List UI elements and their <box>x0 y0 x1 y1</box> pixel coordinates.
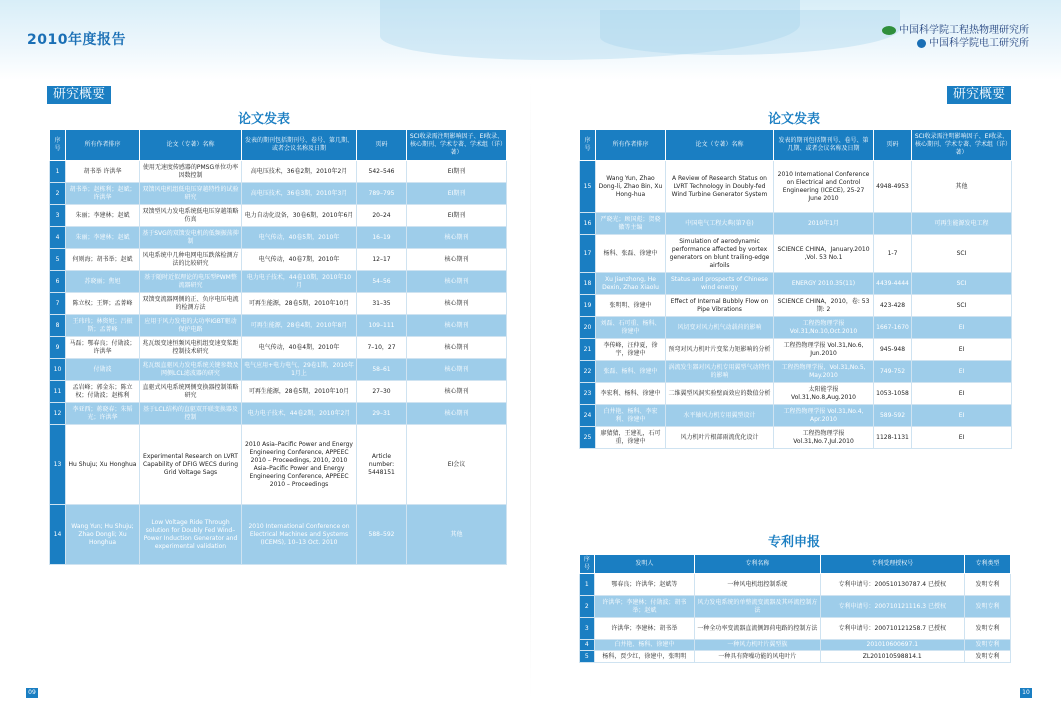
table-cell: 廖猜猜，王建礼，石可重，徐建中 <box>596 427 666 449</box>
table-cell: 发明专利 <box>964 618 1010 640</box>
table-cell: 2010 International Conference on Electrical and Control Engineering (ICECE), 25-27 June 2010 <box>774 161 874 213</box>
row-number: 16 <box>580 213 596 235</box>
row-number: 22 <box>580 361 596 383</box>
table-cell: 2010 International Conference on Electrical Machines and Systems (ICEMS), 10–13 Oct. 2010 <box>242 505 357 565</box>
table-cell: 高电压技术，36卷3期，2010年3月 <box>242 183 357 205</box>
table-row <box>50 205 507 227</box>
table-cell: 一种风力机叶片翼型族 <box>695 640 821 651</box>
table-cell: 基于LCL结构的直驱双开联变换器及控制 <box>140 403 242 425</box>
table-cell <box>874 213 912 235</box>
row-number: 23 <box>580 383 596 405</box>
table-row <box>580 317 1012 339</box>
table-row <box>50 183 507 205</box>
table-cell: 鄂春良；许洪华；赵斌等 <box>594 574 694 596</box>
column-header: 发表的期刊包括期刊号、卷号、第几期、或者会议名称及日期 <box>242 130 357 161</box>
table-cell: 朱丽；李建林；赵斌 <box>66 205 140 227</box>
row-number: 3 <box>50 205 66 227</box>
table-cell: 31–35 <box>357 293 407 315</box>
table-cell: 542–546 <box>357 161 407 183</box>
table-cell: 工程热物理学报 Vol.31,No.7,Jul.2010 <box>774 427 874 449</box>
table-cell: EI会议 <box>407 425 507 505</box>
row-number: 20 <box>580 317 596 339</box>
left-page-heading: 论文发表 <box>238 112 291 127</box>
iee-logo-icon <box>917 39 926 48</box>
report-title: 2010年度报告 <box>27 32 126 48</box>
table-cell: 朱丽；李建林；赵斌 <box>66 227 140 249</box>
row-number: 4 <box>580 640 595 651</box>
table-cell: 中国电气工程大典(第7卷) <box>666 213 774 235</box>
table-cell: 423-428 <box>874 295 912 317</box>
row-number: 15 <box>580 161 596 213</box>
table-cell: EI <box>912 317 1012 339</box>
table-cell: 双馈变流器网侧的正、负序电压电流的检测方法 <box>140 293 242 315</box>
table-cell: ENERGY 2010.35(11) <box>774 273 874 295</box>
table-cell: 李亚西；蒋晓春；朱韬光；许洪华 <box>66 403 140 425</box>
table-row <box>580 651 1011 663</box>
table-cell: 陈立权；王辉；孟菁峰 <box>66 293 140 315</box>
table-cell: 核心期刊 <box>407 315 507 337</box>
table-cell: 电力自动化设备，30卷6期，2010年6月 <box>242 205 357 227</box>
table-cell: 电气传动，40卷4期，2010年 <box>242 337 357 359</box>
table-cell: 工程热物理学报 Vol.31,No.10,Oct.2010 <box>774 317 874 339</box>
row-number: 2 <box>580 596 595 618</box>
row-number: 12 <box>50 403 66 425</box>
table-cell: 水平轴风力机专用翼型设计 <box>666 405 774 427</box>
patent-table <box>579 554 1011 663</box>
table-cell: 白井艳、杨科、李宏利、徐建中 <box>596 405 666 427</box>
table-cell: 电气传动，40卷7期，2010年 <box>242 249 357 271</box>
right-page-number: 10 <box>1020 688 1032 698</box>
left-paper-table <box>49 129 507 565</box>
patent-heading: 专利申报 <box>768 535 821 550</box>
table-cell: 588–592 <box>357 505 407 565</box>
table-cell: SCI <box>912 235 1012 273</box>
table-cell: Low Voltage Ride Through solution for Doubly Fed Wind–Power Induction Generator and experimental validation <box>140 505 242 565</box>
table-cell: 发明专利 <box>964 651 1010 663</box>
table-cell: 张明明、徐建中 <box>596 295 666 317</box>
table-cell: EI <box>912 427 1012 449</box>
table-row <box>50 249 507 271</box>
table-row <box>580 640 1011 651</box>
column-header: 专利受理授权号 <box>820 555 964 574</box>
table-cell: 王玮玮；林资旭；吕振斯；孟菁峰 <box>66 315 140 337</box>
table-cell: 严晓光；顾国彪；贺骁徽等主编 <box>596 213 666 235</box>
right-section-tag: 研究概要 <box>947 86 1011 104</box>
column-header: 发明人 <box>594 555 694 574</box>
table-cell: 电气传动，40卷5期，2010年 <box>242 227 357 249</box>
table-cell: 马磊；鄂春良；付勋波；许洪华 <box>66 337 140 359</box>
row-number: 5 <box>580 651 595 663</box>
table-cell: 29–31 <box>357 403 407 425</box>
table-row <box>580 618 1011 640</box>
table-cell: 何则海；胡书举；赵斌 <box>66 249 140 271</box>
table-cell: SCIENCE CHINA，January.2010 ,Vol. 53 No.1 <box>774 235 874 273</box>
row-number: 18 <box>580 273 596 295</box>
table-cell: 12–17 <box>357 249 407 271</box>
table-cell: 其他 <box>407 505 507 565</box>
table-cell: EI <box>912 339 1012 361</box>
table-cell: Simulation of aerodynamic performance affected by vortex generators on blunt trailing-edge airfoils <box>666 235 774 273</box>
table-cell: 许洪华；李建林；付勋波；胡书举；赵斌 <box>594 596 694 618</box>
table-cell: 刘磊、石可重、杨科、徐建中 <box>596 317 666 339</box>
table-cell: 基于SVG的双馈发电机的低频振荡抑制 <box>140 227 242 249</box>
table-cell: 一种具有降噪功能的风电叶片 <box>695 651 821 663</box>
table-row <box>50 227 507 249</box>
row-number: 21 <box>580 339 596 361</box>
table-cell: 电力电子技术，44卷10期，2010年10月 <box>242 271 357 293</box>
row-number: 25 <box>580 427 596 449</box>
table-cell: EI <box>912 405 1012 427</box>
table-row <box>580 361 1012 383</box>
table-row <box>50 315 507 337</box>
table-row <box>580 213 1012 235</box>
table-cell: 58–61 <box>357 359 407 381</box>
table-cell: Status and prospects of Chinese wind energy <box>666 273 774 295</box>
table-cell: 风力发电系统的单整流变流器及其环流控制方法 <box>695 596 821 618</box>
iet-logo-icon <box>882 26 896 35</box>
table-row <box>50 359 507 381</box>
table-cell: EI期刊 <box>407 161 507 183</box>
column-header: 专利名称 <box>695 555 821 574</box>
column-header: 序号 <box>50 130 66 161</box>
table-cell: 核心期刊 <box>407 227 507 249</box>
table-cell: 应用于风力发电的大功率IGBT驱动保护电路 <box>140 315 242 337</box>
table-header-row <box>50 130 507 161</box>
table-cell: 张磊、杨科、徐建中 <box>596 361 666 383</box>
row-number: 5 <box>50 249 66 271</box>
table-cell: EI期刊 <box>407 205 507 227</box>
table-cell: 核心期刊 <box>407 359 507 381</box>
table-cell: 付勋波 <box>66 359 140 381</box>
table-cell: ZL201010598814.1 <box>820 651 964 663</box>
table-row <box>50 403 507 425</box>
table-cell: 胡书举 许洪华 <box>66 161 140 183</box>
row-number: 4 <box>50 227 66 249</box>
column-header: 页码 <box>357 130 407 161</box>
row-number: 8 <box>50 315 66 337</box>
org-logos <box>882 24 1029 50</box>
row-number: 9 <box>50 337 66 359</box>
column-header: 序号 <box>580 130 596 161</box>
table-cell: 核心期刊 <box>407 381 507 403</box>
table-cell: 胡书举；赵栋利；赵斌；许洪华 <box>66 183 140 205</box>
right-page-heading: 论文发表 <box>768 112 821 127</box>
table-cell: 1-7 <box>874 235 912 273</box>
table-cell: 749-752 <box>874 361 912 383</box>
table-cell: 可再生能源，28卷4期，2010年8月 <box>242 315 357 337</box>
table-row <box>50 381 507 403</box>
row-number: 7 <box>50 293 66 315</box>
table-cell: 双馈型风力发电系统低电压穿越策略仿真 <box>140 205 242 227</box>
row-number: 1 <box>50 161 66 183</box>
column-header: 所有作者排序 <box>66 130 140 161</box>
table-cell: 789–795 <box>357 183 407 205</box>
table-cell: 专利申请号：200510130787.4 已授权 <box>820 574 964 596</box>
table-cell: Wang Yun; Hu Shuju; Zhao Dongli; Xu Honghua <box>66 505 140 565</box>
table-cell: 二维翼型风洞实验壁面效应的数值分析 <box>666 383 774 405</box>
column-header: SCI收录需注明影响因子、EI收录、核心期刊、学术专著、学术组（详）著） <box>912 130 1012 161</box>
table-cell: 兆瓦级直驱风力发电系统关键参数及网侧LCL滤波器的研究 <box>140 359 242 381</box>
table-cell: Wang Yun, Zhao Dong-li, Zhao Bin, Xu Hong-hua <box>596 161 666 213</box>
table-cell: 白井艳、杨科、徐建中 <box>594 640 694 651</box>
table-cell: 109–111 <box>357 315 407 337</box>
table-cell: 电力电子技术，44卷2期，2010年2月 <box>242 403 357 425</box>
left-section-tag: 研究概要 <box>47 86 111 104</box>
table-cell: 核心期刊 <box>407 271 507 293</box>
table-cell: 工程热物理学报 Vol.31,No.4, Apr.2010 <box>774 405 874 427</box>
table-row <box>580 596 1011 618</box>
column-header: 序号 <box>580 555 595 574</box>
table-header-row <box>580 555 1011 574</box>
row-number: 19 <box>580 295 596 317</box>
table-cell: 7–10，27 <box>357 337 407 359</box>
table-cell: 核心期刊 <box>407 249 507 271</box>
row-number: 10 <box>50 359 66 381</box>
table-cell: 杨科、张磊、徐建中 <box>596 235 666 273</box>
row-number: 1 <box>580 574 595 596</box>
table-cell: 核心期刊 <box>407 403 507 425</box>
row-number: 2 <box>50 183 66 205</box>
table-cell: 专利申请号：200710121258.7 已授权 <box>820 618 964 640</box>
table-cell: 太阳能学报 Vol.31,No.8,Aug.2010 <box>774 383 874 405</box>
table-cell: SCIENCE CHINA，2010，卷: 53 期: 2 <box>774 295 874 317</box>
table-row <box>580 405 1012 427</box>
column-header: SCI收录需注明影响因子、EI收录、核心期刊、学术专著、学术组（详）著） <box>407 130 507 161</box>
row-number: 6 <box>50 271 66 293</box>
table-row <box>50 505 507 565</box>
row-number: 11 <box>50 381 66 403</box>
row-number: 17 <box>580 235 596 273</box>
table-cell: 核心期刊 <box>407 337 507 359</box>
table-cell: 发明专利 <box>964 574 1010 596</box>
table-cell: 1128-1131 <box>874 427 912 449</box>
table-cell: 发明专利 <box>964 596 1010 618</box>
table-cell: 工程热物理学报，Vol.31,No.5, May.2010 <box>774 361 874 383</box>
table-cell: 直驱式风电系统网侧变换器控制策略研究 <box>140 381 242 403</box>
table-cell: 高电压技术，36卷2期，2010年2月 <box>242 161 357 183</box>
table-cell: 1053-1058 <box>874 383 912 405</box>
table-cell: 预弯对风力机叶片变桨力矩影响的分析 <box>666 339 774 361</box>
table-row <box>580 273 1012 295</box>
table-cell: 发明专利 <box>964 640 1010 651</box>
table-cell: SCI <box>912 295 1012 317</box>
table-cell: 双馈风电机组低电压穿越特性的试验研究 <box>140 183 242 205</box>
table-row <box>50 161 507 183</box>
table-row <box>50 425 507 505</box>
table-cell: 杨科，贾少红，徐建中，张明明 <box>594 651 694 663</box>
table-cell: 201010600697.1 <box>820 640 964 651</box>
table-cell: 兆瓦级变速恒频风电机组变速变桨距控制技术研究 <box>140 337 242 359</box>
table-cell: 4439-4444 <box>874 273 912 295</box>
table-cell: 电气应用+电力电气，29卷1期，2010年1月上 <box>242 359 357 381</box>
table-row <box>580 235 1012 273</box>
table-cell: 使用无速度传感器的PMSG单位功率因数控制 <box>140 161 242 183</box>
column-header: 论文（专著）名称 <box>140 130 242 161</box>
table-cell: 工程热物理学报 Vol.31,No.6, Jun.2010 <box>774 339 874 361</box>
table-cell: EI <box>912 383 1012 405</box>
table-row <box>50 271 507 293</box>
table-cell: 核心期刊 <box>407 293 507 315</box>
table-cell: 1667-1670 <box>874 317 912 339</box>
table-cell: 李宏利、杨科、徐建中 <box>596 383 666 405</box>
left-page-number: 09 <box>26 688 38 698</box>
org2-name: 中国科学院电工研究所 <box>929 38 1029 49</box>
table-cell: 可再生能源，28卷5期，2010年10月 <box>242 293 357 315</box>
table-row <box>580 161 1012 213</box>
table-cell: 一种全功率变流器直流侧卸荷电路的控制方法 <box>695 618 821 640</box>
table-cell: Xu Jianzhong, He Dexin, Zhao Xiaolu <box>596 273 666 295</box>
table-cell: Hu Shuju; Xu Honghua <box>66 425 140 505</box>
table-cell: 27–30 <box>357 381 407 403</box>
table-row <box>580 574 1011 596</box>
table-cell: 许洪华；李建林；胡书举 <box>594 618 694 640</box>
table-cell: 孟岩峰；郭金东；陈立权；付勋波；赵栋利 <box>66 381 140 403</box>
row-number: 14 <box>50 505 66 565</box>
table-cell: Effect of Internal Bubbly Flow on Pipe Vibrations <box>666 295 774 317</box>
right-paper-table <box>579 129 1012 449</box>
table-cell: SCI <box>912 273 1012 295</box>
column-header: 论文（专著）名称 <box>666 130 774 161</box>
table-cell: 945-948 <box>874 339 912 361</box>
table-cell: 16–19 <box>357 227 407 249</box>
org1-name: 中国科学院工程热物理研究所 <box>899 25 1029 36</box>
table-row <box>580 427 1012 449</box>
table-cell: Article number: 5448151 <box>357 425 407 505</box>
table-cell: 基于随时近似理论的电压型PWM整流器研究 <box>140 271 242 293</box>
table-cell: 涡流发生器对风力机专用翼型气动特性的影响 <box>666 361 774 383</box>
column-header: 发表的期刊包括期刊号、卷号、第几期、或者会议名称及日期 <box>774 130 874 161</box>
table-cell: 李传峰，汪仲夏，徐宇，徐建中 <box>596 339 666 361</box>
table-cell: 风切变对风力机气动载荷的影响 <box>666 317 774 339</box>
table-header-row <box>580 130 1012 161</box>
table-row <box>50 293 507 315</box>
row-number: 3 <box>580 618 595 640</box>
table-cell: 其他 <box>912 161 1012 213</box>
table-row <box>580 339 1012 361</box>
table-cell: 2010年1月 <box>774 213 874 235</box>
table-cell: 4948-4953 <box>874 161 912 213</box>
table-row <box>580 295 1012 317</box>
table-cell: 54–56 <box>357 271 407 293</box>
table-row <box>580 383 1012 405</box>
table-row <box>50 337 507 359</box>
column-header: 所有作者排序 <box>596 130 666 161</box>
table-cell: A Review of Research Status on LVRT Technology in Doubly-fed Wind Turbine Generator System <box>666 161 774 213</box>
table-cell: 2010 Asia–Pacific Power and Energy Engineering Conference, APPEEC 2010 – Proceedings, 2010, 2010 Asia–Pacific Power and Energy Engineering Conference, APPEEC 2010 – Proceedings <box>242 425 357 505</box>
table-cell: 一种风电机组控制系统 <box>695 574 821 596</box>
table-cell: 风力机叶片根部雨流优化设计 <box>666 427 774 449</box>
column-header: 页码 <box>874 130 912 161</box>
table-cell: 20–24 <box>357 205 407 227</box>
page-spine <box>530 80 531 700</box>
row-number: 24 <box>580 405 596 427</box>
table-cell: EI期刊 <box>407 183 507 205</box>
table-cell: 专利申请号：200710121116.3 已授权 <box>820 596 964 618</box>
table-cell: Experimental Research on LVRT Capability of DFIG WECS during Grid Voltage Sags <box>140 425 242 505</box>
table-cell: 可再生能源，28卷5期，2010年10月 <box>242 381 357 403</box>
table-cell: 可再生能源发电工程 <box>912 213 1012 235</box>
row-number: 13 <box>50 425 66 505</box>
column-header: 专利类型 <box>964 555 1010 574</box>
table-cell: 苏晓丽；焦旭 <box>66 271 140 293</box>
table-cell: EI <box>912 361 1012 383</box>
table-cell: 589-592 <box>874 405 912 427</box>
table-cell: 风电系统中几种电网电压跌落检测方法的比较研究 <box>140 249 242 271</box>
